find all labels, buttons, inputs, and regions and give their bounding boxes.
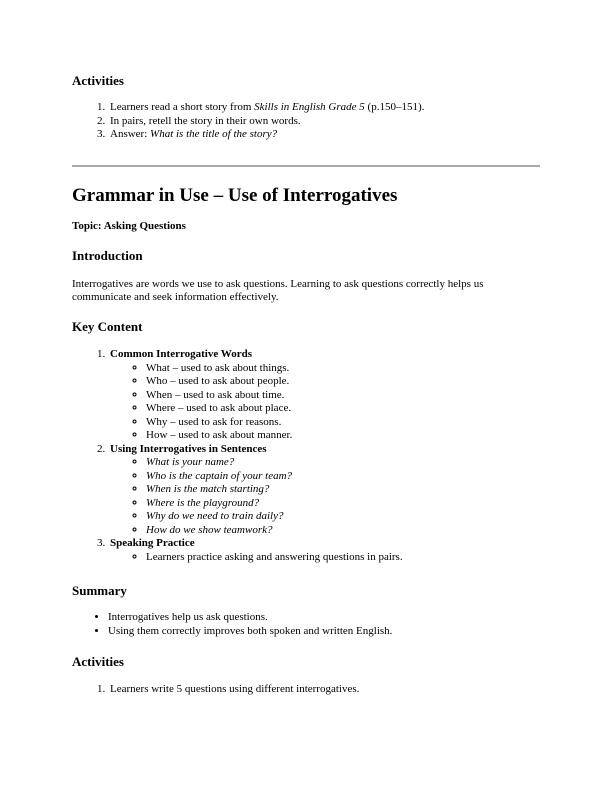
sub-list (110, 362, 548, 443)
list-item: 1. Learners read a short story from Skills in English Grade 5 (p.150–151). (108, 101, 548, 115)
list-item: ◦ How – used to ask about manner. (146, 429, 548, 443)
list-item: ◦ Learners practice asking and answering questions in pairs. (146, 551, 548, 565)
list-item: ◦ When is the match starting? (146, 483, 548, 497)
list-item: ◦ What – used to ask about things. (146, 362, 548, 376)
activities-heading: Activities (72, 73, 124, 88)
introduction-heading: Introduction (72, 248, 143, 263)
page-title: Grammar in Use – Use of Interrogatives (72, 185, 398, 206)
key-content-list (72, 348, 548, 564)
summary-heading: Summary (72, 583, 127, 598)
activities-heading: Activities (72, 654, 124, 669)
list-item: ◦ Why do we need to train daily? (146, 510, 548, 524)
topic-label: Topic: Asking Questions (72, 220, 186, 232)
list-item: ◦ Who – used to ask about people. (146, 375, 548, 389)
list-item: ◦ Where is the playground? (146, 497, 548, 511)
activities-list (72, 683, 548, 697)
list-item: 3. Answer: What is the title of the story? (108, 128, 548, 142)
list-item: 1. Learners write 5 questions using different interrogatives. (108, 683, 548, 697)
activities-list (72, 101, 548, 142)
summary-list (72, 611, 548, 638)
list-item (108, 443, 548, 538)
section-divider (72, 165, 540, 167)
list-item: • Using them correctly improves both spoken and written English. (108, 625, 548, 639)
list-item: 2. In pairs, retell the story in their own words. (108, 115, 548, 129)
list-item: ◦ Who is the captain of your team? (146, 470, 548, 484)
section-title: Speaking Practice (110, 537, 195, 549)
list-item (108, 348, 548, 443)
list-item (108, 537, 548, 564)
introduction-text: Interrogatives are words we use to ask questions. Learning to ask questions correctly helps us communicate and seek information effectively. (72, 278, 484, 303)
list-item: ◦ Where – used to ask about place. (146, 402, 548, 416)
section-title: Common Interrogative Words (110, 348, 252, 360)
list-item: ◦ Why – used to ask for reasons. (146, 416, 548, 430)
section-title: Using Interrogatives in Sentences (110, 442, 267, 455)
sub-list (110, 551, 548, 565)
list-item: ◦ How do we show teamwork? (146, 524, 548, 538)
list-item: • Interrogatives help us ask questions. (108, 611, 548, 625)
key-content-heading: Key Content (72, 319, 143, 334)
sub-list (110, 456, 548, 537)
list-item: ◦ What is your name? (146, 456, 548, 470)
list-item: ◦ When – used to ask about time. (146, 389, 548, 403)
